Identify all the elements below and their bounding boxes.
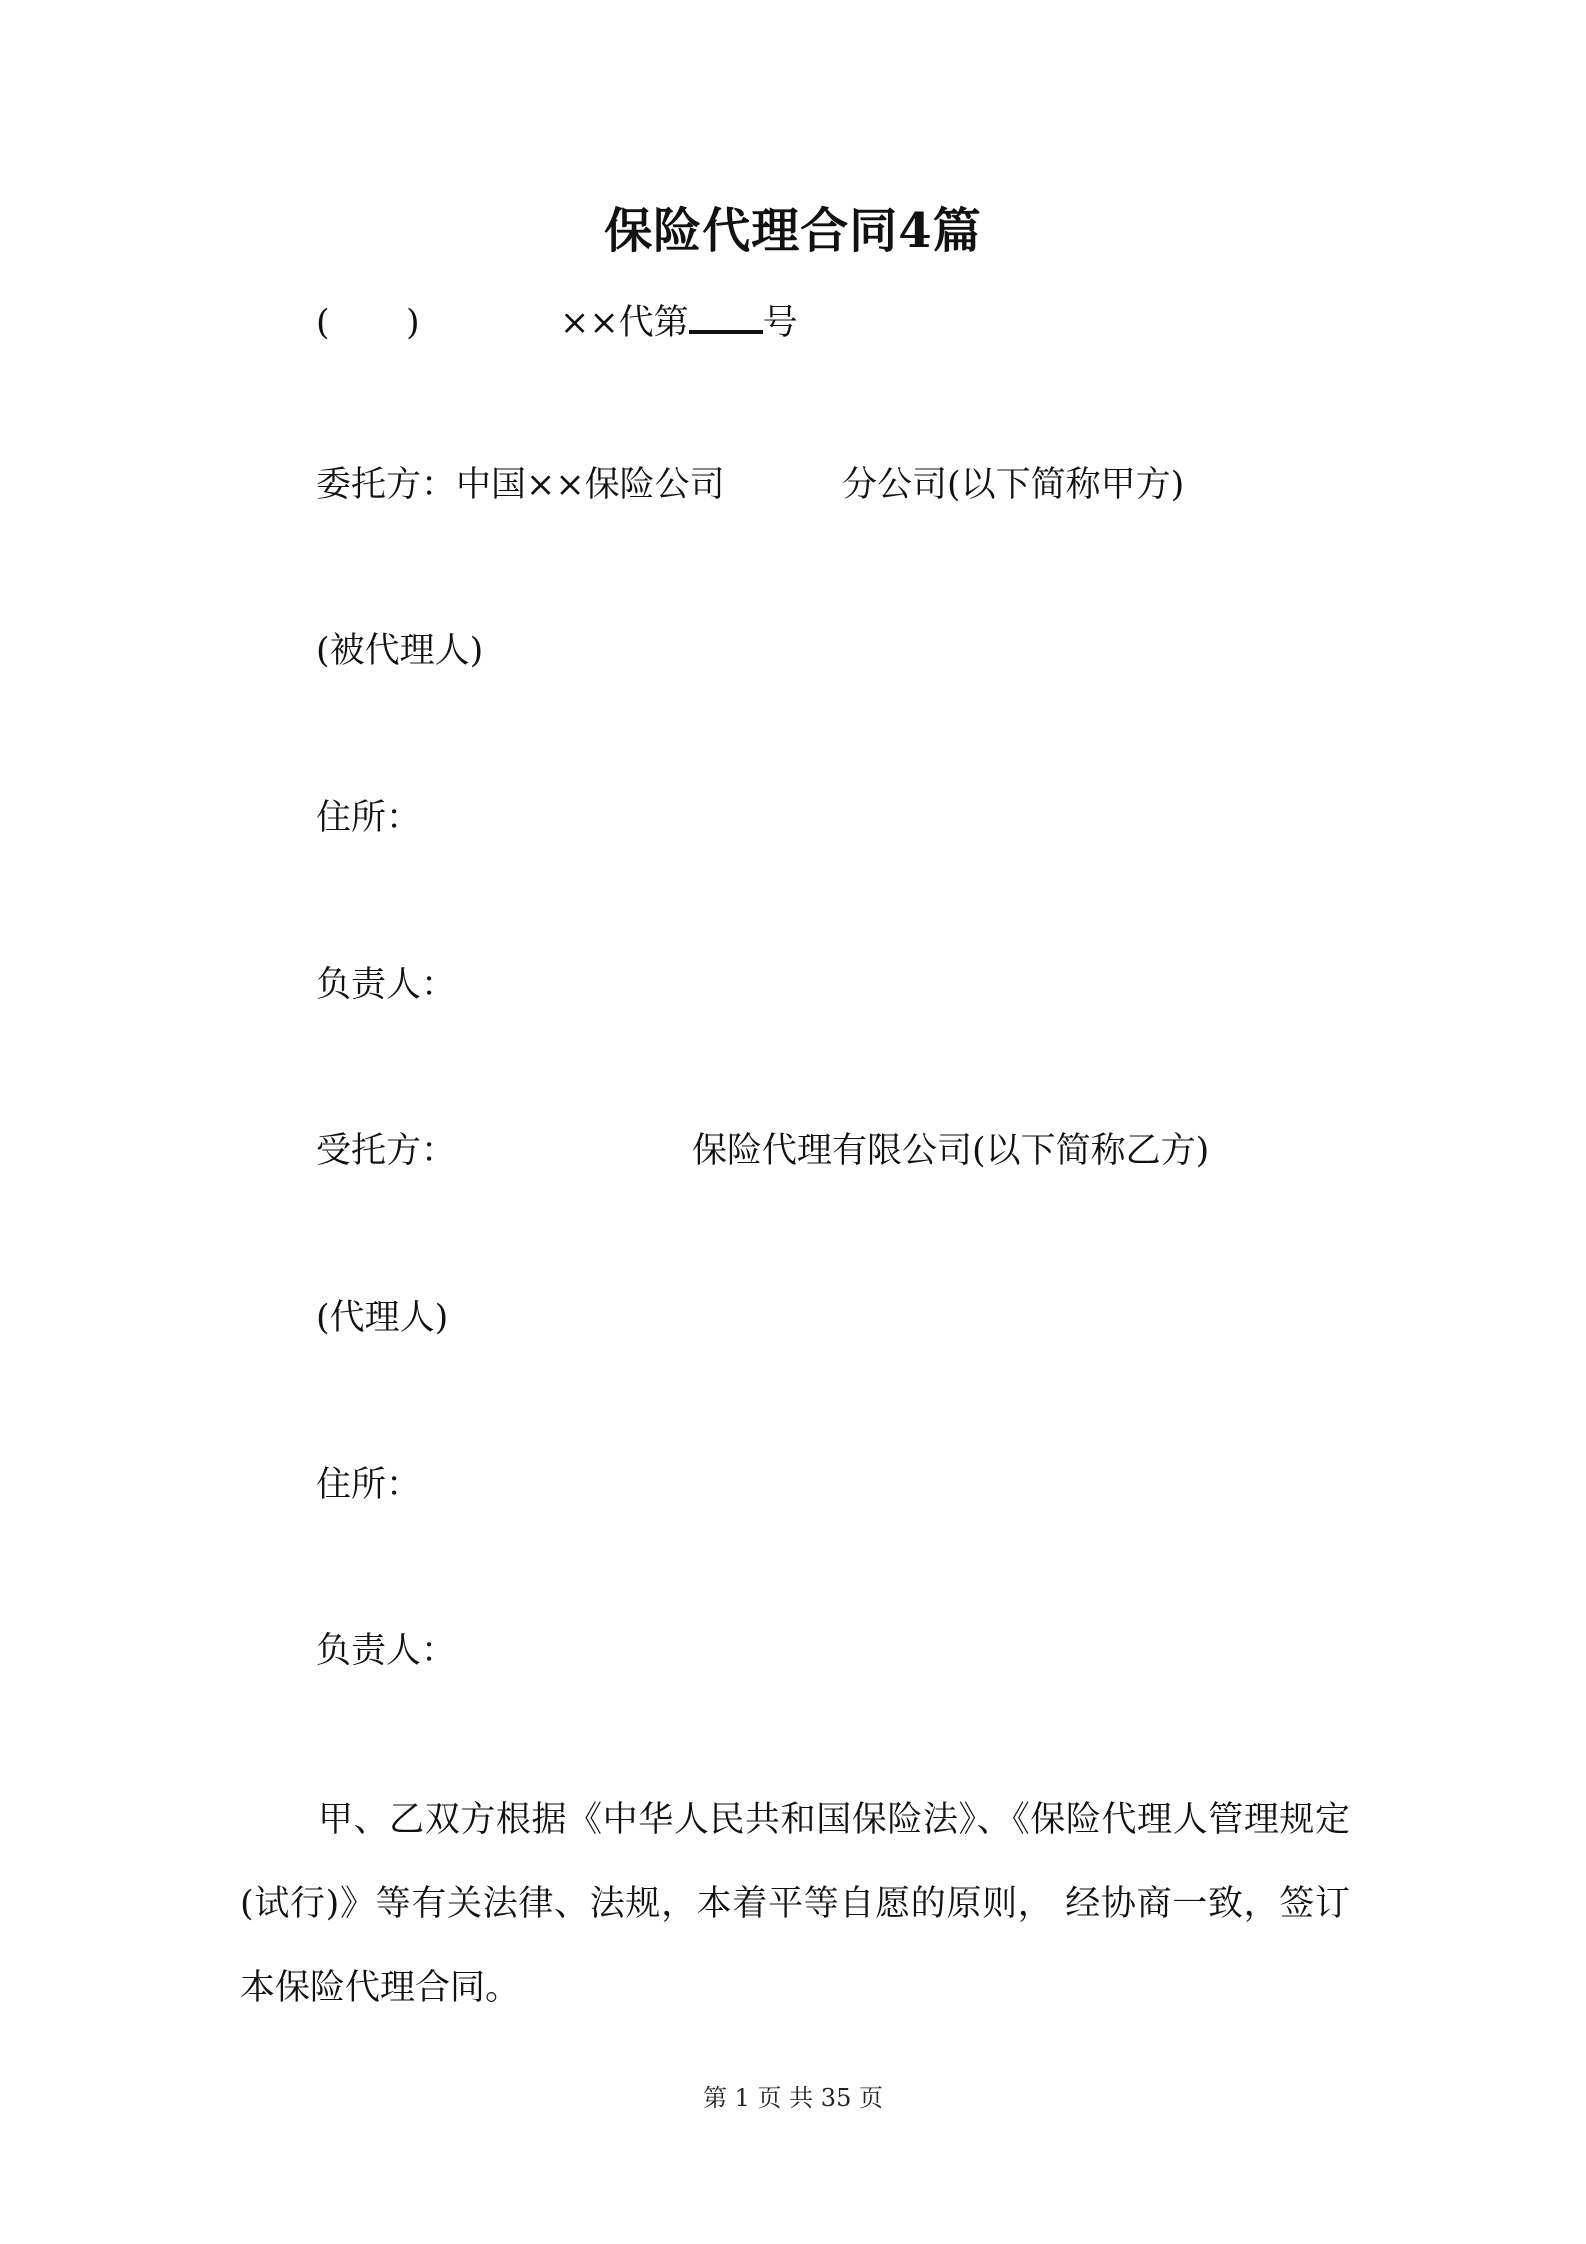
agent-role: (代理人) xyxy=(316,1298,449,1338)
page-footer: 第 1 页 共 35 页 xyxy=(703,2084,883,2112)
contract-number-prefix: ××代第 xyxy=(560,303,689,343)
preamble-paragraph: 甲、乙双方根据《中华人民共和国保险法》、《保险代理人管理规定(试行)》等有关法律、法规，本着平等自愿的原则， 经协商一致，签订本保险代理合同。 xyxy=(240,1800,1350,2008)
agent-label: 受托方： xyxy=(316,1131,457,1171)
contract-number-blank xyxy=(689,298,763,334)
contract-number-code xyxy=(560,298,798,348)
contract-number-suffix: 号 xyxy=(762,303,798,343)
agent-company: 保险代理有限公司(以下简称乙方) xyxy=(692,1131,1210,1171)
agent-person-in-charge-label: 负责人： xyxy=(316,1631,457,1671)
contract-number-left-paren: ( xyxy=(316,303,330,343)
agent-address-label: 住所： xyxy=(316,1465,422,1505)
contract-number-right-paren: ) xyxy=(406,303,420,343)
principal-person-in-charge-label: 负责人： xyxy=(316,965,457,1005)
principal-address-label: 住所： xyxy=(316,798,422,838)
page-title: 保险代理合同4篇 xyxy=(604,203,982,259)
principal-label: 委托方：中国××保险公司 xyxy=(316,465,725,505)
principal-branch: 分公司(以下简称甲方) xyxy=(842,465,1185,505)
principal-role: (被代理人) xyxy=(316,631,484,671)
